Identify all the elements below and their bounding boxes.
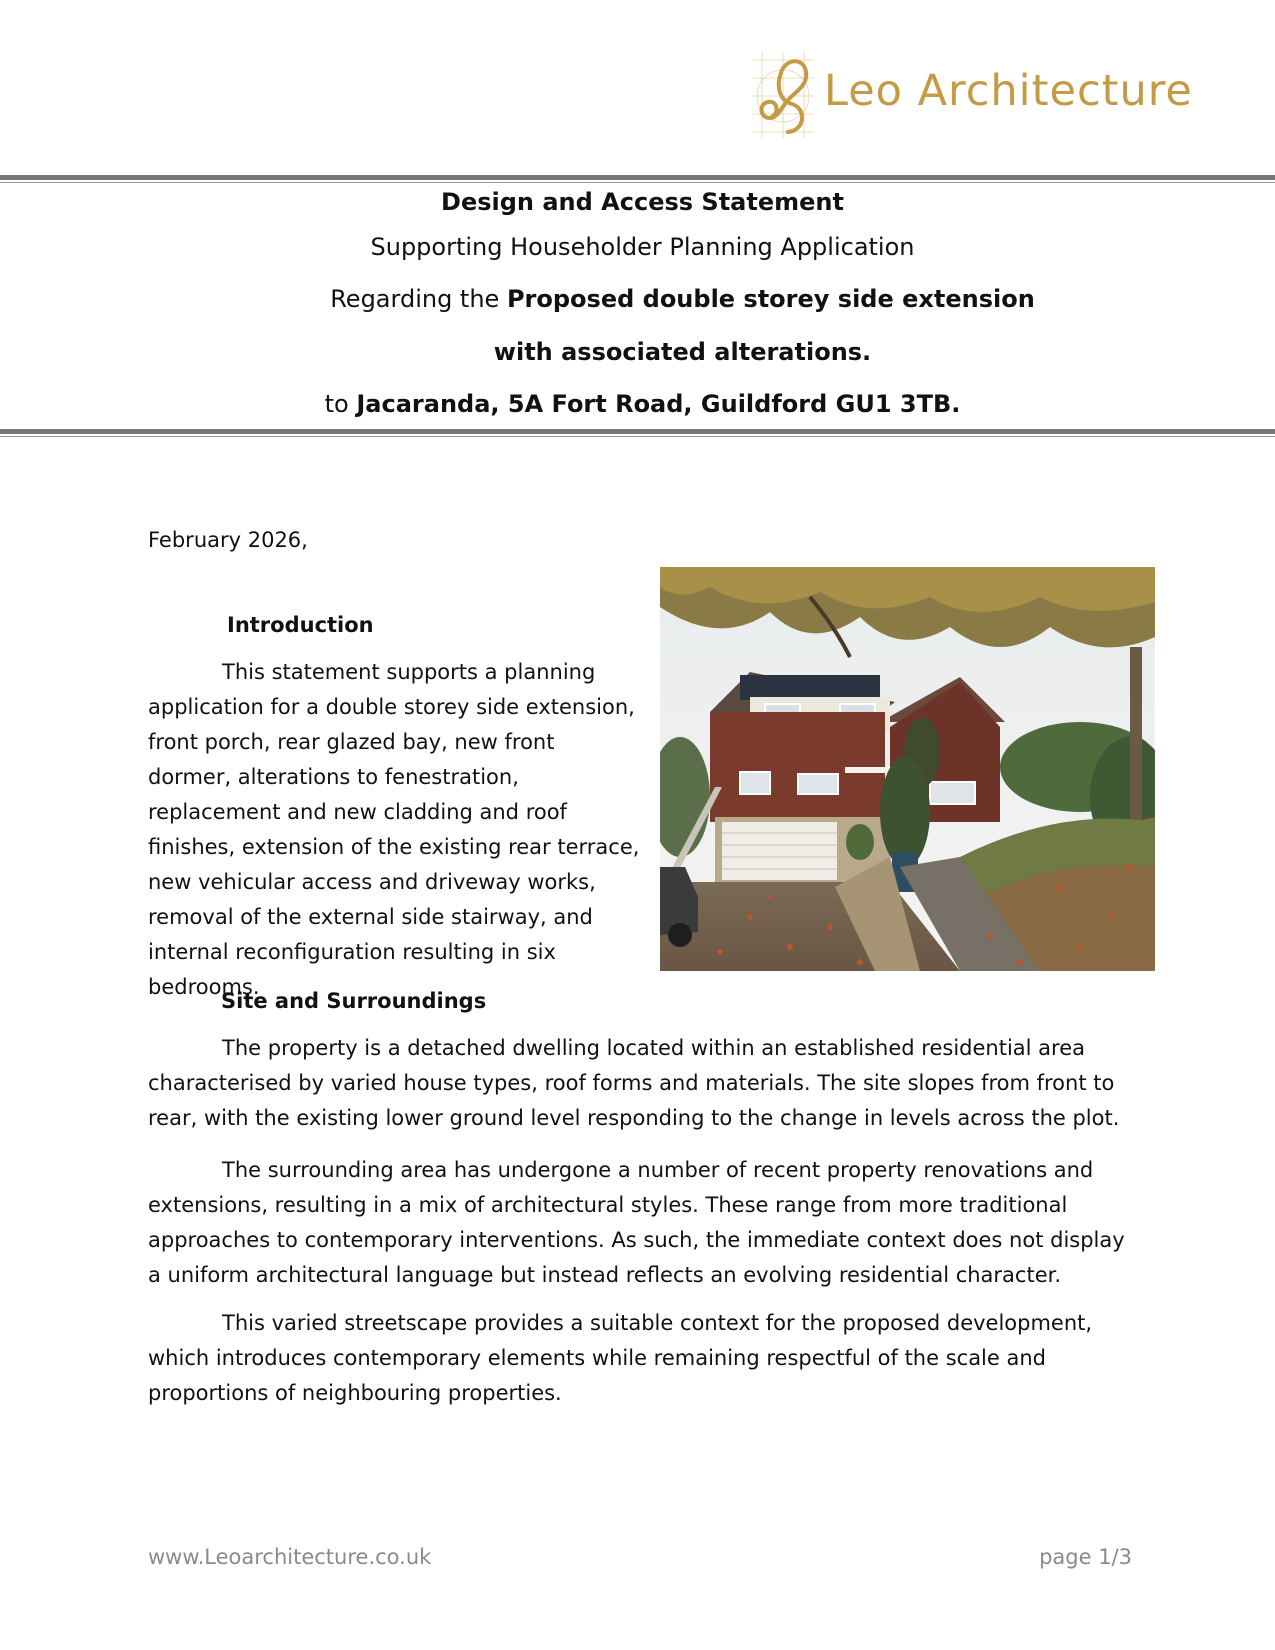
address-line (5, 390, 1275, 418)
house-photo-illustration (660, 567, 1155, 971)
regarding-line (45, 285, 1275, 313)
document-date: February 2026, (148, 528, 308, 552)
leo-logo-icon (748, 48, 818, 140)
introduction-paragraph: This statement supports a planning application for a double storey side extension, front porch, rear glazed bay, new front dormer, alterations to fenestration, replacement and new cladding and roof finishes, extension of the existing rear terrace, new vehicular access and driveway works, removal of the external side stairway, and internal reconfiguration resulting in six bedrooms. (148, 660, 640, 999)
site-heading: Site and Surroundings (221, 989, 487, 1013)
site-address: Jacaranda, 5A Fort Road, Guildford GU1 3TB. (356, 390, 961, 418)
company-logo (748, 48, 1228, 140)
title-divider (0, 429, 1275, 434)
site-paragraph-3: This varied streetscape provides a suitable context for the proposed development, which introduces contemporary elements while remaining respectful of the scale and proportions of neighbouring properties. (148, 1311, 1093, 1405)
top-divider (0, 175, 1275, 180)
property-photo (660, 567, 1155, 971)
regarding-prefix: Regarding the (330, 285, 507, 313)
introduction-heading: Introduction (227, 613, 374, 637)
document-subtitle: Supporting Householder Planning Application (370, 233, 915, 261)
page-number: page 1/3 (1039, 1545, 1132, 1569)
to-prefix: to (324, 390, 357, 418)
site-paragraph-1: The property is a detached dwelling located within an established residential area characterised by varied house types, roof forms and materials. The site slopes from front to rear, with the existing lower ground level responding to the change in levels across the plot. (148, 1036, 1120, 1130)
regarding-line-2: with associated alterations. (493, 338, 872, 366)
brand-name: Leo Architecture (824, 66, 1193, 116)
document-title: Design and Access Statement (441, 188, 844, 216)
regarding-proposal: Proposed double storey side extension (506, 285, 1035, 313)
footer-website-link[interactable]: www.Leoarchitecture.co.uk (148, 1545, 432, 1569)
site-paragraph-2: The surrounding area has undergone a number of recent property renovations and extensions, resulting in a mix of architectural styles. These range from more traditional approaches to contemporary interventions. As such, the immediate context does not display a uniform architectural language but instead reflects an evolving residential character. (148, 1158, 1125, 1287)
